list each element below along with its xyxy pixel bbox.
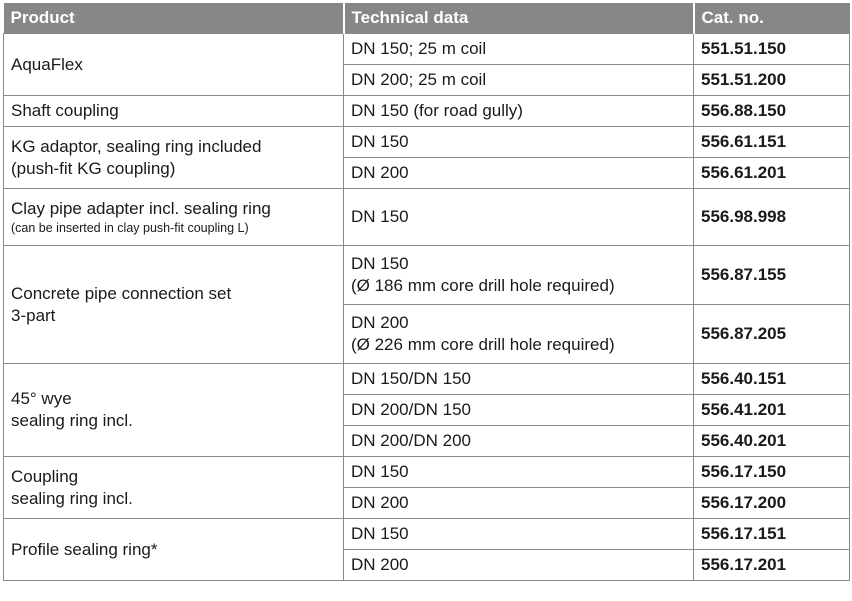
tech-cell: DN 150/DN 150: [344, 364, 694, 395]
tech-cell: DN 150 (Ø 186 mm core drill hole required): [344, 246, 694, 305]
tech-cell: DN 150: [344, 127, 694, 158]
cat-no-cell: 556.87.205: [694, 305, 850, 364]
cat-no-cell: 556.61.201: [694, 158, 850, 189]
product-cell: 45° wye sealing ring incl.: [4, 364, 344, 457]
product-cell: KG adaptor, sealing ring included (push-fit KG coupling): [4, 127, 344, 189]
product-cell: Profile sealing ring*: [4, 519, 344, 581]
header-cat-no: Cat. no.: [694, 3, 850, 34]
tech-cell: DN 200/DN 200: [344, 426, 694, 457]
product-cell: Shaft coupling: [4, 96, 344, 127]
tech-cell: DN 150: [344, 189, 694, 246]
tech-cell: DN 150 (for road gully): [344, 96, 694, 127]
product-cell: Coupling sealing ring incl.: [4, 457, 344, 519]
table-row: [4, 364, 850, 395]
cat-no-cell: 556.40.151: [694, 364, 850, 395]
table-row: [4, 457, 850, 488]
tech-cell: DN 150: [344, 457, 694, 488]
tech-cell: DN 150: [344, 519, 694, 550]
product-cell: Clay pipe adapter incl. sealing ring (can be inserted in clay push-fit coupling L): [4, 189, 344, 246]
cat-no-cell: 556.61.151: [694, 127, 850, 158]
cat-no-cell: 556.17.150: [694, 457, 850, 488]
tech-cell: DN 200: [344, 488, 694, 519]
product-note: (can be inserted in clay push-fit coupling L): [11, 221, 249, 235]
table-row: [4, 34, 850, 65]
cat-no-cell: 556.40.201: [694, 426, 850, 457]
cat-no-cell: 556.17.200: [694, 488, 850, 519]
cat-no-cell: 556.41.201: [694, 395, 850, 426]
cat-no-cell: 556.17.151: [694, 519, 850, 550]
product-table: [3, 3, 850, 581]
table-row: [4, 127, 850, 158]
cat-no-cell: 556.98.998: [694, 189, 850, 246]
header-product: Product: [4, 3, 344, 34]
tech-cell: DN 200 (Ø 226 mm core drill hole required): [344, 305, 694, 364]
product-cell: Concrete pipe connection set 3-part: [4, 246, 344, 364]
tech-cell: DN 200; 25 m coil: [344, 65, 694, 96]
tech-cell: DN 150; 25 m coil: [344, 34, 694, 65]
header-row: [4, 3, 850, 34]
table-row: [4, 189, 850, 246]
header-technical-data: Technical data: [344, 3, 694, 34]
tech-cell: DN 200: [344, 550, 694, 581]
cat-no-cell: 556.87.155: [694, 246, 850, 305]
cat-no-cell: 556.88.150: [694, 96, 850, 127]
tech-cell: DN 200: [344, 158, 694, 189]
cat-no-cell: 551.51.200: [694, 65, 850, 96]
table-row: [4, 519, 850, 550]
tech-cell: DN 200/DN 150: [344, 395, 694, 426]
cat-no-cell: 551.51.150: [694, 34, 850, 65]
table-row: [4, 96, 850, 127]
table-row: [4, 246, 850, 305]
cat-no-cell: 556.17.201: [694, 550, 850, 581]
product-cell: AquaFlex: [4, 34, 344, 96]
